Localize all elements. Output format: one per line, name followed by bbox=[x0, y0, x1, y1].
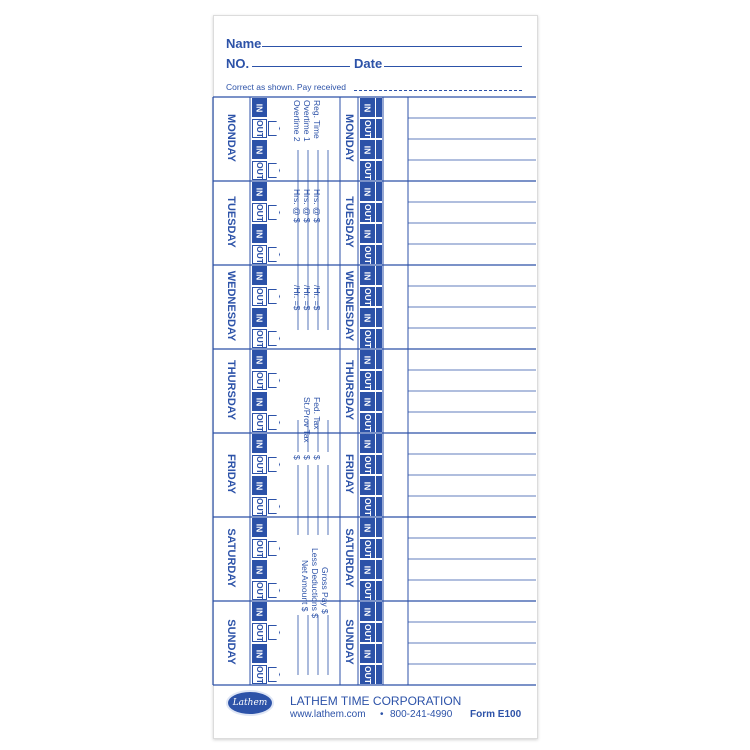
tab-out bbox=[360, 329, 375, 348]
pay-received-line bbox=[354, 90, 522, 91]
day-label-sunday: SUNDAY bbox=[225, 619, 237, 665]
tab-out bbox=[360, 413, 375, 432]
tab-in bbox=[360, 98, 375, 117]
tab-label: OUT bbox=[362, 623, 373, 642]
tab-label: IN bbox=[362, 271, 373, 280]
tab-out bbox=[252, 623, 267, 642]
tab-in bbox=[360, 140, 375, 159]
tab-in bbox=[376, 644, 382, 663]
reg-rate-label: /Hr. =$ bbox=[312, 285, 322, 311]
tab-out bbox=[376, 245, 382, 264]
tab-out bbox=[376, 287, 382, 306]
tab-in bbox=[376, 434, 382, 453]
tab-in bbox=[360, 224, 375, 243]
tab-out bbox=[376, 665, 382, 684]
dollar-label-2: $ bbox=[302, 455, 312, 460]
tab-label: IN bbox=[362, 439, 373, 448]
tab-out bbox=[360, 245, 375, 264]
tab-label: OUT bbox=[254, 329, 265, 348]
tab-out bbox=[360, 119, 375, 138]
tab-in bbox=[376, 518, 382, 537]
tab-in bbox=[360, 434, 375, 453]
tab-label: OUT bbox=[254, 581, 265, 600]
day-label-right-wednesday: WEDNESDAY bbox=[343, 270, 355, 342]
tab-label: IN bbox=[362, 229, 373, 238]
tab-in bbox=[252, 182, 267, 201]
tab-in bbox=[252, 350, 267, 369]
correct-as-shown-label: Correct as shown. Pay received bbox=[226, 82, 346, 92]
tab-out bbox=[360, 287, 375, 306]
website: www.lathem.com bbox=[290, 709, 366, 720]
tab-out bbox=[252, 497, 267, 516]
tab-in bbox=[376, 224, 382, 243]
tab-out bbox=[360, 203, 375, 222]
tab-label: OUT bbox=[254, 119, 265, 138]
tab-out bbox=[376, 371, 382, 390]
net-amount-label: Net Amount $ bbox=[300, 560, 310, 612]
st-prov-tax-label: St./Prov Tax bbox=[302, 397, 312, 443]
tab-in bbox=[376, 98, 382, 117]
tab-label: IN bbox=[254, 229, 265, 238]
tab-in bbox=[252, 434, 267, 453]
logo-text: Lathem bbox=[232, 698, 268, 708]
tab-out bbox=[376, 581, 382, 600]
tab-label: IN bbox=[254, 103, 265, 112]
tab-label: OUT bbox=[362, 245, 373, 264]
tab-label: OUT bbox=[254, 455, 265, 474]
dollar-label-1: $ bbox=[312, 455, 322, 460]
tab-in bbox=[360, 476, 375, 495]
tab-out bbox=[252, 539, 267, 558]
tab-label: OUT bbox=[362, 287, 373, 306]
tab-in bbox=[360, 308, 375, 327]
tab-in bbox=[252, 140, 267, 159]
tab-label: OUT bbox=[362, 329, 373, 348]
day-label-right-sunday: SUNDAY bbox=[343, 619, 355, 665]
tab-out bbox=[376, 623, 382, 642]
tab-in bbox=[252, 560, 267, 579]
tab-label: OUT bbox=[362, 539, 373, 558]
ot2-hrs-at-label: Hrs. @ $ bbox=[292, 189, 302, 223]
tab-out bbox=[376, 329, 382, 348]
lathem-logo bbox=[226, 690, 274, 716]
fed-tax-label: Fed. Tax bbox=[312, 397, 322, 430]
tab-out bbox=[360, 371, 375, 390]
tab-in bbox=[376, 560, 382, 579]
tab-label: IN bbox=[254, 397, 265, 406]
tab-in bbox=[252, 602, 267, 621]
tab-out bbox=[360, 581, 375, 600]
ot2-rate-label: /Hr. =$ bbox=[292, 285, 302, 311]
tab-label: IN bbox=[254, 607, 265, 616]
tab-label: IN bbox=[254, 439, 265, 448]
tab-label: OUT bbox=[362, 665, 373, 684]
tab-label: OUT bbox=[362, 119, 373, 138]
tab-in bbox=[360, 266, 375, 285]
tab-in bbox=[360, 560, 375, 579]
tab-out bbox=[376, 497, 382, 516]
day-label-right-tuesday: TUESDAY bbox=[343, 196, 355, 248]
tab-in bbox=[252, 518, 267, 537]
tab-in bbox=[360, 602, 375, 621]
tab-out bbox=[360, 539, 375, 558]
tab-in bbox=[376, 182, 382, 201]
tab-label: IN bbox=[362, 649, 373, 658]
tab-out bbox=[376, 161, 382, 180]
day-label-wednesday: WEDNESDAY bbox=[225, 270, 237, 342]
tab-label: IN bbox=[254, 313, 265, 322]
tab-label: OUT bbox=[362, 497, 373, 516]
tab-label: OUT bbox=[362, 203, 373, 222]
day-label-right-monday: MONDAY bbox=[343, 114, 355, 162]
tab-label: OUT bbox=[254, 413, 265, 432]
reg-hrs-at-label: Hrs. @ $ bbox=[312, 189, 322, 223]
name-label: Name bbox=[226, 36, 262, 51]
tab-label: IN bbox=[362, 523, 373, 532]
tab-label: IN bbox=[254, 481, 265, 490]
tab-label: IN bbox=[254, 271, 265, 280]
tab-label: IN bbox=[362, 565, 373, 574]
tab-in bbox=[376, 476, 382, 495]
tab-out bbox=[252, 413, 267, 432]
ot1-rate-label: /Hr. =$ bbox=[302, 285, 312, 311]
tab-out bbox=[376, 203, 382, 222]
tab-in bbox=[252, 392, 267, 411]
tab-label: OUT bbox=[254, 539, 265, 558]
tab-label: OUT bbox=[362, 581, 373, 600]
company-name: LATHEM TIME CORPORATION bbox=[290, 694, 462, 708]
tab-out bbox=[252, 245, 267, 264]
tab-label: OUT bbox=[254, 623, 265, 642]
tab-in bbox=[252, 476, 267, 495]
tab-in bbox=[376, 308, 382, 327]
tab-label: OUT bbox=[362, 161, 373, 180]
tab-out bbox=[376, 413, 382, 432]
tab-out bbox=[252, 161, 267, 180]
day-label-monday: MONDAY bbox=[225, 114, 237, 162]
tab-label: IN bbox=[362, 607, 373, 616]
number-label: NO. bbox=[226, 56, 250, 71]
tab-in bbox=[252, 308, 267, 327]
tab-in bbox=[360, 182, 375, 201]
tab-out bbox=[360, 497, 375, 516]
tab-label: IN bbox=[362, 481, 373, 490]
tab-label: IN bbox=[254, 565, 265, 574]
tab-label: OUT bbox=[254, 245, 265, 264]
tab-in bbox=[376, 350, 382, 369]
tab-label: OUT bbox=[362, 371, 373, 390]
tab-label: OUT bbox=[254, 203, 265, 222]
tab-out bbox=[252, 581, 267, 600]
date-label: Date bbox=[354, 56, 383, 71]
tab-label: OUT bbox=[254, 371, 265, 390]
tab-in bbox=[376, 140, 382, 159]
tab-in bbox=[376, 392, 382, 411]
number-line bbox=[252, 66, 350, 67]
tab-in bbox=[376, 266, 382, 285]
date-line bbox=[384, 66, 522, 67]
tab-label: IN bbox=[362, 397, 373, 406]
tab-label: IN bbox=[362, 103, 373, 112]
phone: 800-241-4990 bbox=[390, 709, 453, 720]
tab-label: IN bbox=[254, 187, 265, 196]
tab-out bbox=[376, 539, 382, 558]
day-label-friday: FRIDAY bbox=[225, 454, 237, 494]
name-line bbox=[262, 46, 522, 47]
overtime2-label: Overtime 2 bbox=[292, 100, 302, 142]
tab-label: IN bbox=[254, 355, 265, 364]
tab-out bbox=[360, 161, 375, 180]
tab-in bbox=[360, 644, 375, 663]
tab-label: OUT bbox=[254, 287, 265, 306]
tab-label: IN bbox=[362, 355, 373, 364]
tab-in bbox=[252, 224, 267, 243]
tab-out bbox=[252, 203, 267, 222]
day-label-saturday: SATURDAY bbox=[225, 528, 237, 588]
day-label-right-friday: FRIDAY bbox=[343, 454, 355, 494]
tab-out bbox=[360, 665, 375, 684]
tab-out bbox=[376, 119, 382, 138]
reg-time-label: Reg. Time bbox=[312, 100, 322, 139]
tab-label: IN bbox=[362, 313, 373, 322]
day-label-tuesday: TUESDAY bbox=[225, 196, 237, 248]
tab-label: IN bbox=[362, 187, 373, 196]
dollar-label-3: $ bbox=[292, 455, 302, 460]
tab-in bbox=[252, 98, 267, 117]
ot1-hrs-at-label: Hrs. @ $ bbox=[302, 189, 312, 223]
less-deductions-label: Less Deductions $ bbox=[310, 548, 320, 618]
day-label-right-thursday: THURSDAY bbox=[343, 359, 355, 421]
tab-label: OUT bbox=[362, 413, 373, 432]
tab-in bbox=[376, 602, 382, 621]
tab-out bbox=[252, 371, 267, 390]
tab-out bbox=[252, 119, 267, 138]
tab-label: OUT bbox=[254, 497, 265, 516]
tab-label: OUT bbox=[254, 665, 265, 684]
day-label-thursday: THURSDAY bbox=[225, 359, 237, 421]
tab-label: IN bbox=[254, 523, 265, 532]
form-number: Form E100 bbox=[470, 709, 522, 720]
tab-label: OUT bbox=[362, 455, 373, 474]
tab-out bbox=[360, 623, 375, 642]
tab-label: IN bbox=[254, 145, 265, 154]
tab-in bbox=[360, 518, 375, 537]
tab-in bbox=[360, 392, 375, 411]
tab-in bbox=[360, 350, 375, 369]
tab-label: OUT bbox=[254, 161, 265, 180]
day-label-right-saturday: SATURDAY bbox=[343, 528, 355, 588]
tab-in bbox=[252, 644, 267, 663]
tab-out bbox=[252, 329, 267, 348]
tab-out bbox=[252, 455, 267, 474]
overtime1-label: Overtime 1 bbox=[302, 100, 312, 142]
tab-out bbox=[252, 665, 267, 684]
tab-in bbox=[252, 266, 267, 285]
tab-out bbox=[360, 455, 375, 474]
tab-label: IN bbox=[362, 145, 373, 154]
tab-label: IN bbox=[254, 649, 265, 658]
footer-bullet: • bbox=[380, 709, 384, 720]
gross-pay-label: Gross Pay $ bbox=[320, 567, 330, 614]
tab-out bbox=[376, 455, 382, 474]
tab-out bbox=[252, 287, 267, 306]
